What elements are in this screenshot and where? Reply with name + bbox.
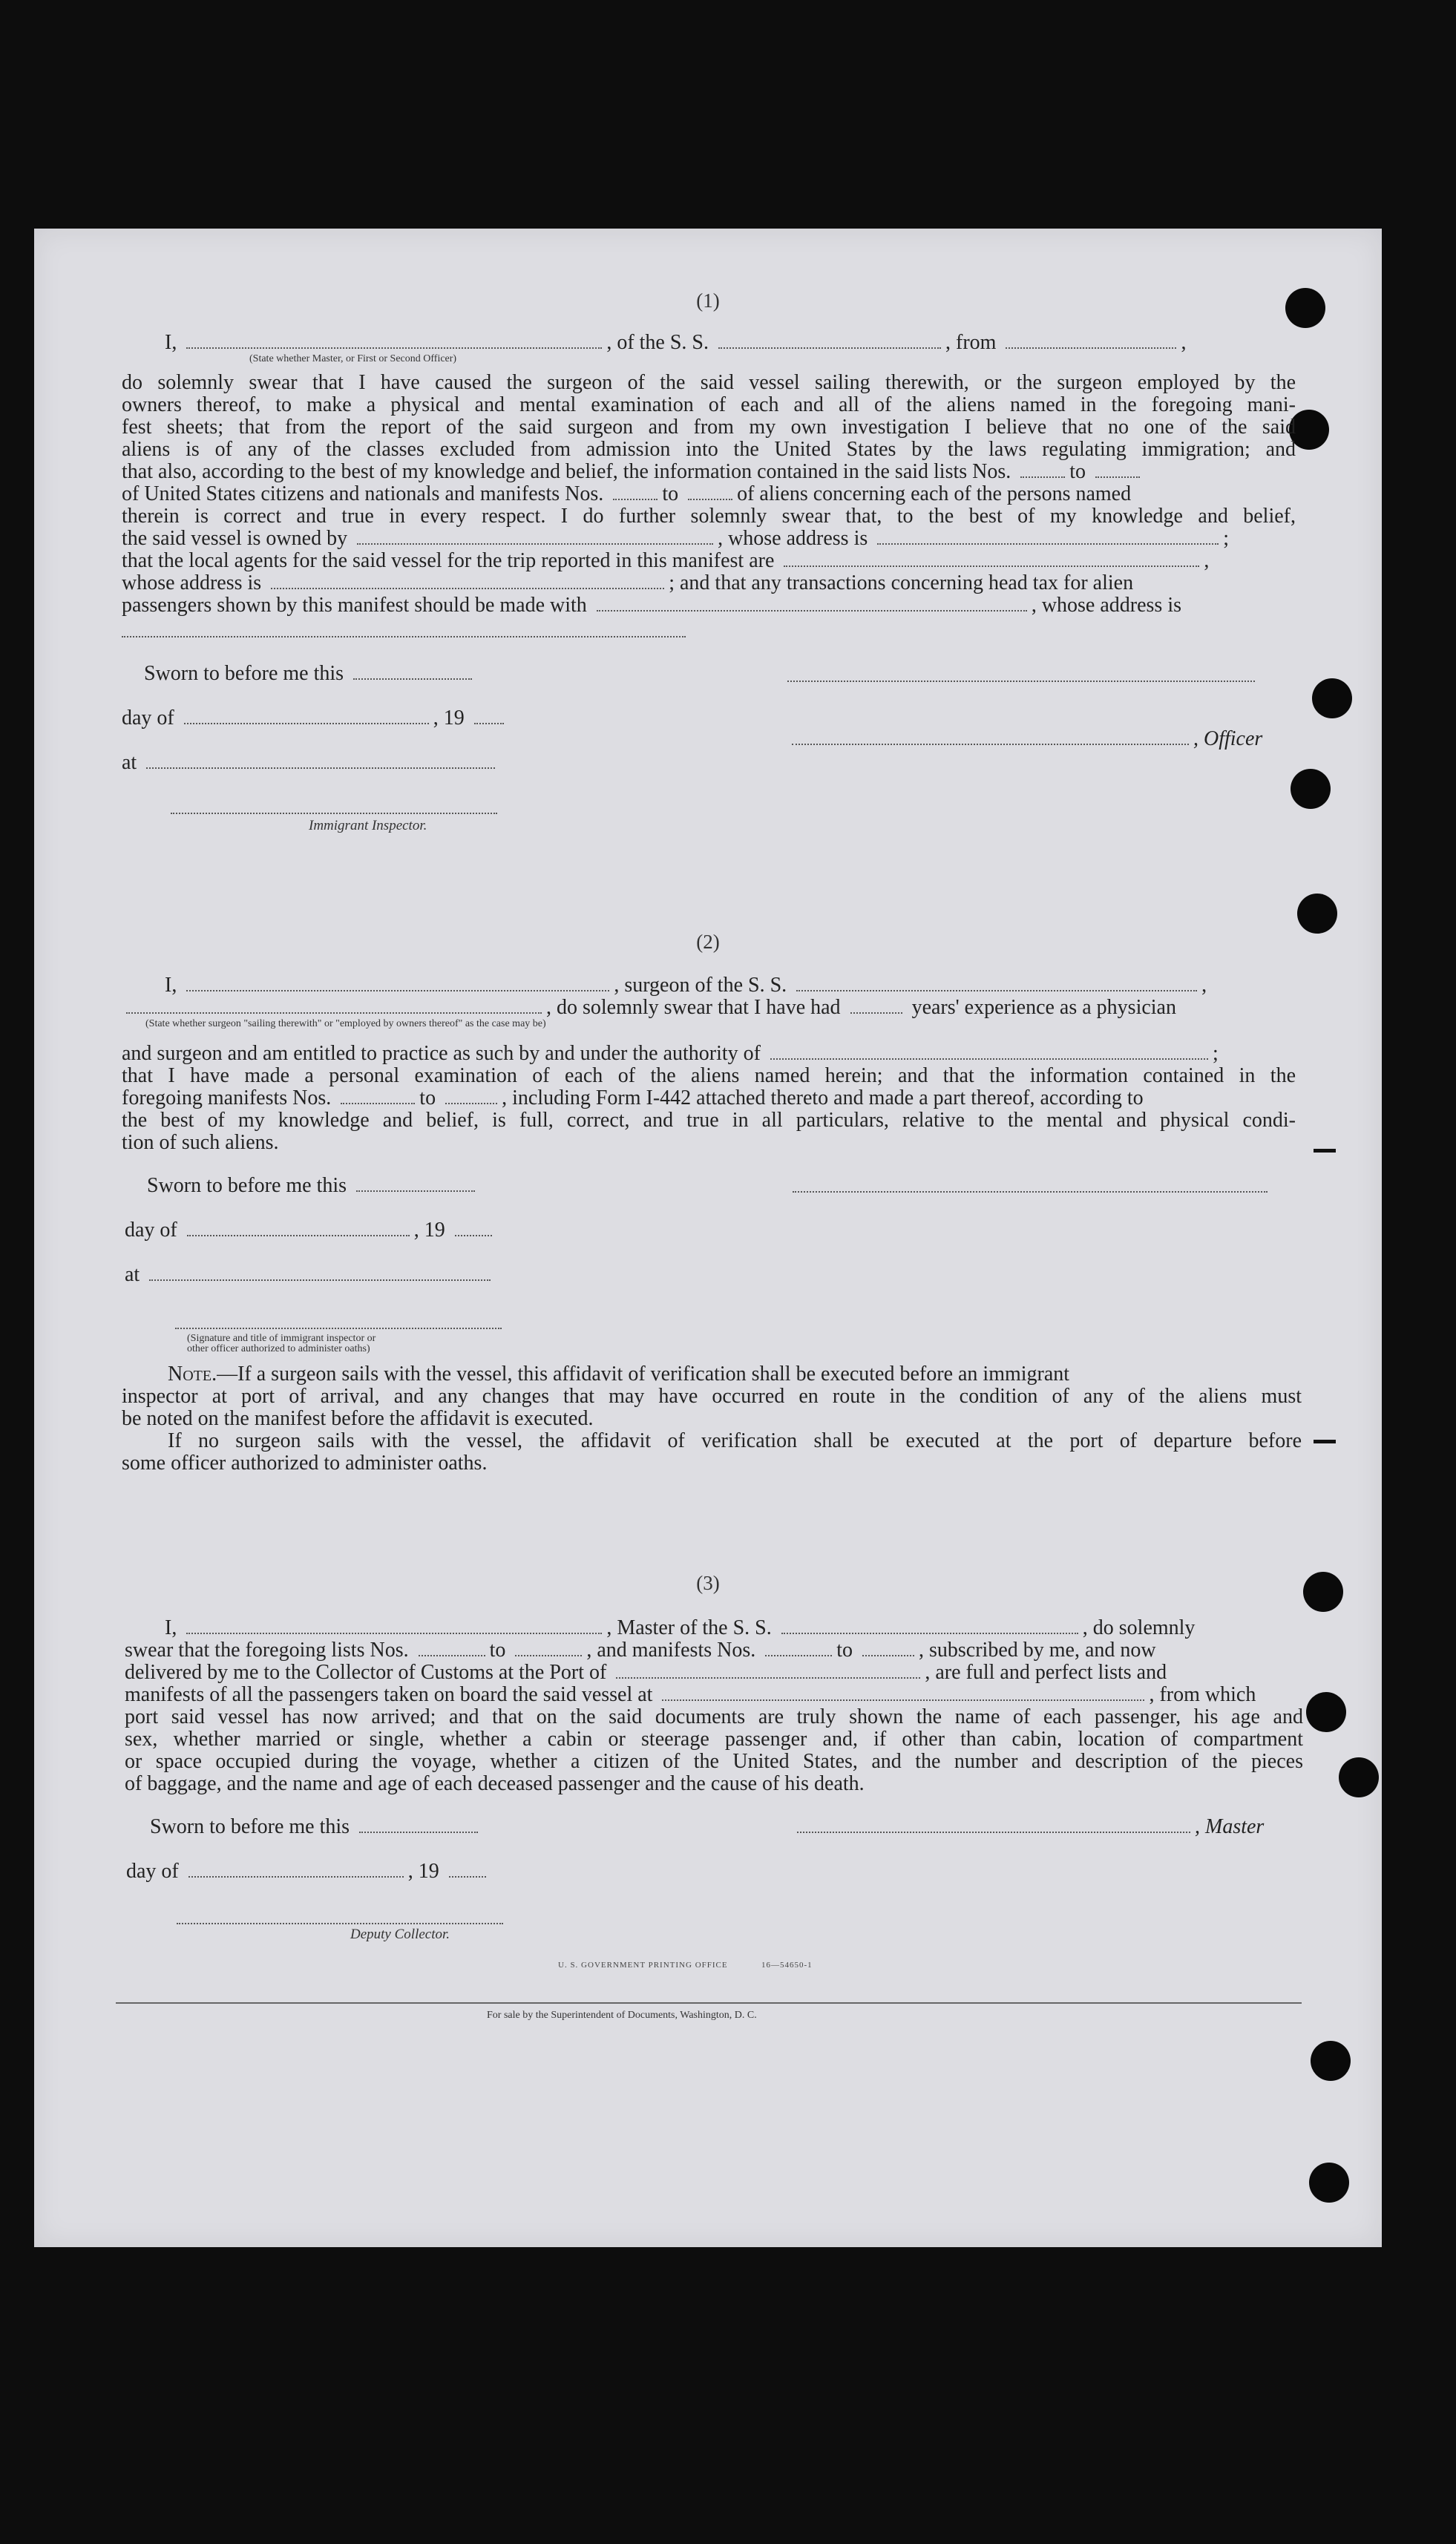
s3-text: Sworn to before me this [150,1815,350,1838]
s2-day [125,1219,496,1242]
s3-para-line: port said vessel has now arrived; and that on the said documents are truly shown the name of each passenger, his age and [125,1705,1303,1728]
surgeon-name-field[interactable] [186,989,609,991]
s2-text: ; [1213,1042,1219,1065]
master-name-field[interactable] [186,1632,602,1634]
s1-text: , of the S. S. [606,331,709,354]
s1-text: , from [945,331,997,354]
binder-hole [1339,1757,1379,1797]
deputy-label: Deputy Collector. [350,1927,450,1942]
authority-field[interactable] [770,1058,1208,1060]
s1-text: , Officer [1193,727,1263,750]
s2-para-line [122,1042,1219,1066]
s3-para-line: of baggage, and the name and age of each deceased passenger and the cause of his death. [125,1772,865,1795]
s1-para-line: owners thereof, to make a physical and mental examination of each and all of the aliens named in the foregoing mani- [122,393,1296,416]
years-experience-field[interactable] [850,1012,902,1014]
s2-note-line: be noted on the manifest before the affidavit is executed. [122,1407,594,1430]
lists-from-field[interactable] [1020,476,1065,478]
form-number: 16—54650-1 [761,1961,813,1970]
s1-para-line: do solemnly swear that I have caused the surgeon of the said vessel sailing therewith, or the surgeon employed by the [122,371,1296,394]
address-continuation-field[interactable] [122,635,686,637]
binder-hole [1291,769,1331,809]
inspector-label: Immigrant Inspector. [309,818,427,833]
surgeon-status-field[interactable] [126,1012,542,1014]
s3-para-line [125,1683,1256,1707]
s2-at [125,1263,495,1287]
s1-text: of United States citizens and nationals and manifests Nos. [122,482,604,505]
s1-para-line [122,549,1209,573]
s2-para-line [122,1086,1144,1110]
vessel-name-field[interactable] [718,347,941,349]
s1-para-line [122,594,1181,617]
port-field[interactable] [616,1676,920,1679]
s2-manifests-to-field[interactable] [445,1102,497,1104]
s1-text: at [122,751,137,774]
s3-year-field[interactable] [449,1875,486,1878]
s3-day [126,1860,491,1884]
master-signature-line[interactable] [797,1831,1190,1833]
s1-text: , 19 [433,707,465,730]
s3-text: , 19 [407,1860,439,1883]
s1-text: that also, according to the best of my knowledge and belief, the information contained in the said lists Nos. [122,460,1011,483]
s3-text: , Master of the S. S. [606,1616,772,1639]
owner-field[interactable] [357,542,713,545]
officer-name-field[interactable] [186,347,602,349]
inspector-signature-line[interactable] [171,812,497,814]
s1-sworn [144,662,476,686]
s1-text: of aliens concerning each of the persons named [737,482,1132,505]
s3-text: , Master [1195,1815,1265,1838]
s2-text: —If a surgeon sails with the vessel, this affidavit of verification shall be executed before an immigrant [217,1363,1070,1386]
s3-text: manifests of all the passengers taken on board the said vessel at [125,1683,653,1706]
s3-para-line: or space occupied during the voyage, whether a citizen of the United States, and the number and description of the pieces [125,1750,1303,1773]
binder-hole [1306,1692,1346,1732]
s1-text: ; [1223,527,1230,550]
s2-text: , including Form I-442 attached thereto and made a part thereof, according to [502,1086,1144,1109]
s3-sworn-date-field[interactable] [359,1831,478,1833]
s1-para-line: aliens is of any of the classes excluded from admission into the United States by the laws regulating immigration; and [122,438,1296,461]
s2-year-field[interactable] [455,1234,492,1236]
s3-manifests-to-field[interactable] [862,1654,914,1656]
s2-text: day of [125,1219,177,1242]
s3-text: , subscribed by me, and now [919,1639,1156,1662]
gpo-imprint: U. S. GOVERNMENT PRINTING OFFICE [558,1961,728,1970]
s3-text: delivered by me to the Collector of Customs at the Port of [125,1661,607,1684]
manifests-from-field[interactable] [613,498,658,500]
s3-lists-from-field[interactable] [419,1654,485,1656]
s1-text: , whose address is [1031,594,1182,617]
s1-para-line [122,482,1131,506]
at-place-field[interactable] [146,767,495,769]
deputy-signature-line[interactable] [177,1922,503,1924]
s1-text: to [662,482,679,505]
day-of-field[interactable] [184,722,429,724]
s1-para-line [122,527,1229,551]
agents-address-field[interactable] [271,587,664,589]
s2-text: to [419,1086,436,1109]
s1-text: day of [122,707,174,730]
s2-text: , do solemnly swear that I have had [546,996,841,1019]
s1-officer [787,727,1262,751]
s1-text: the said vessel is owned by [122,527,348,550]
s2-note-line: some officer authorized to administer oaths. [122,1452,488,1475]
manifests-to-field[interactable] [688,498,732,500]
s2-at-place-field[interactable] [149,1279,491,1281]
s3-master [793,1815,1264,1839]
s3-para-line [125,1661,1167,1685]
s3-text: swear that the foregoing lists Nos. [125,1639,409,1662]
local-agents-field[interactable] [784,565,1199,567]
surgeon-signature-line[interactable] [793,1190,1268,1193]
s3-text: day of [126,1860,179,1883]
s2-para-line: the best of my knowledge and belief, is full, correct, and true in all particulars, relative to the mental and physical condi- [122,1109,1296,1132]
s1-para-line [122,460,1144,484]
s3-para-line: sex, whether married or single, whether a cabin or steerage passenger and, if other than cabin, location of compartment [125,1728,1303,1751]
s2-note-line [168,1363,1069,1386]
sale-notice: For sale by the Superintendent of Documents, Washington, D. C. [487,2010,757,2021]
s2-text: and surgeon and am entitled to practice as such by and under the authority of [122,1042,761,1065]
s2-manifests-from-field[interactable] [341,1102,415,1104]
s3-day-of-field[interactable] [188,1875,404,1878]
officer-signature-line-2[interactable] [792,743,1189,745]
s1-text: to [1069,460,1086,483]
s1-day [122,707,508,730]
s1-text: I, [165,331,177,354]
s3-text: I, [165,1616,177,1639]
s2-sworn-date-field[interactable] [356,1190,475,1192]
section-3-number: (3) [696,1572,720,1594]
edge-mark [1314,1440,1336,1443]
s2-text: foregoing manifests Nos. [122,1086,332,1109]
s1-text: that the local agents for the said vessel for the trip reported in this manifest are [122,549,775,572]
footer-rule [116,2002,1302,2004]
s3-text: , and manifests Nos. [586,1639,756,1662]
owner-address-field[interactable] [877,542,1219,545]
s2-sworn [147,1174,479,1198]
s2-note-line: If no surgeon sails with the vessel, the affidavit of verification shall be executed at the port of departure before [168,1429,1302,1452]
s3-sworn [150,1815,482,1839]
s1-line-1 [165,331,1186,355]
s3-text: to [836,1639,853,1662]
lists-to-field[interactable] [1095,476,1140,478]
s3-text: , do solemnly [1082,1616,1196,1639]
s1-para-line [122,571,1133,595]
s1-text: whose address is [122,571,262,594]
binder-hole [1297,894,1337,934]
s3-para-line [125,1639,1156,1662]
embarkation-port-field[interactable] [662,1699,1144,1701]
s2-note: (State whether surgeon "sailing therewith" or "employed by owners thereof" as the case may be) [145,1018,546,1029]
binder-hole [1311,2041,1351,2081]
section-2-number: (2) [696,931,720,953]
s2-text: I, [165,974,177,997]
s2-line-2 [122,996,1176,1020]
s2-text: , [1201,974,1207,997]
note-label: Note. [168,1363,217,1386]
s3-vessel-field[interactable] [781,1632,1078,1634]
s1-para-line: fest sheets; that from the report of the said surgeon and from my own investigation I believe that no one of the said [122,416,1296,439]
s1-note: (State whether Master, or First or Second Officer) [249,353,457,364]
year-field[interactable] [474,722,504,724]
binder-hole [1309,2163,1349,2203]
binder-hole [1312,678,1352,718]
s2-inspector-signature-line[interactable] [175,1327,502,1329]
s2-day-of-field[interactable] [187,1234,410,1236]
sworn-date-field[interactable] [353,678,472,680]
s1-text: Sworn to before me this [144,662,344,685]
s3-manifests-from-field[interactable] [765,1654,832,1656]
s2-note-line: inspector at port of arrival, and any changes that may have occurred en route in the condition of any of the aliens must [122,1385,1302,1408]
s3-text: to [489,1639,506,1662]
head-tax-party-field[interactable] [597,609,1027,612]
s2-text: years' experience as a physician [911,996,1176,1019]
s2-para-line: tion of such aliens. [122,1131,279,1154]
s2-sig-label: other officer authorized to administer oaths) [187,1343,370,1354]
s2-sig-label: (Signature and title of immigrant inspector or [187,1333,376,1344]
s3-lists-to-field[interactable] [515,1654,582,1656]
s1-at [122,751,499,775]
s3-text: , from which [1149,1683,1256,1706]
s2-text: Sworn to before me this [147,1174,347,1197]
section-1-number: (1) [696,289,720,312]
s1-text: passengers shown by this manifest should be made with [122,594,587,617]
s1-text: ; and that any transactions concerning head tax for alien [669,571,1134,594]
s3-line-1 [165,1616,1195,1640]
officer-signature-line-1[interactable] [787,680,1255,682]
s1-text: , [1204,549,1210,572]
s1-para-line: therein is correct and true in every respect. I do further solemnly swear that, to the best of my knowledge and belief, [122,505,1296,528]
s3-text: , are full and perfect lists and [925,1661,1167,1684]
s2-text: , 19 [413,1219,445,1242]
s2-line-1 [165,974,1207,997]
edge-mark [1314,1149,1336,1153]
s1-text: , whose address is [718,527,868,550]
s1-text: , [1181,331,1187,354]
s2-text: , surgeon of the S. S. [614,974,787,997]
s2-para-line: that I have made a personal examination of each of the aliens named herein; and that the information contained in the [122,1064,1296,1087]
form-sheet [34,229,1382,2247]
surgeon-vessel-field[interactable] [796,989,1197,991]
from-port-field[interactable] [1006,347,1176,349]
s2-text: at [125,1263,140,1286]
